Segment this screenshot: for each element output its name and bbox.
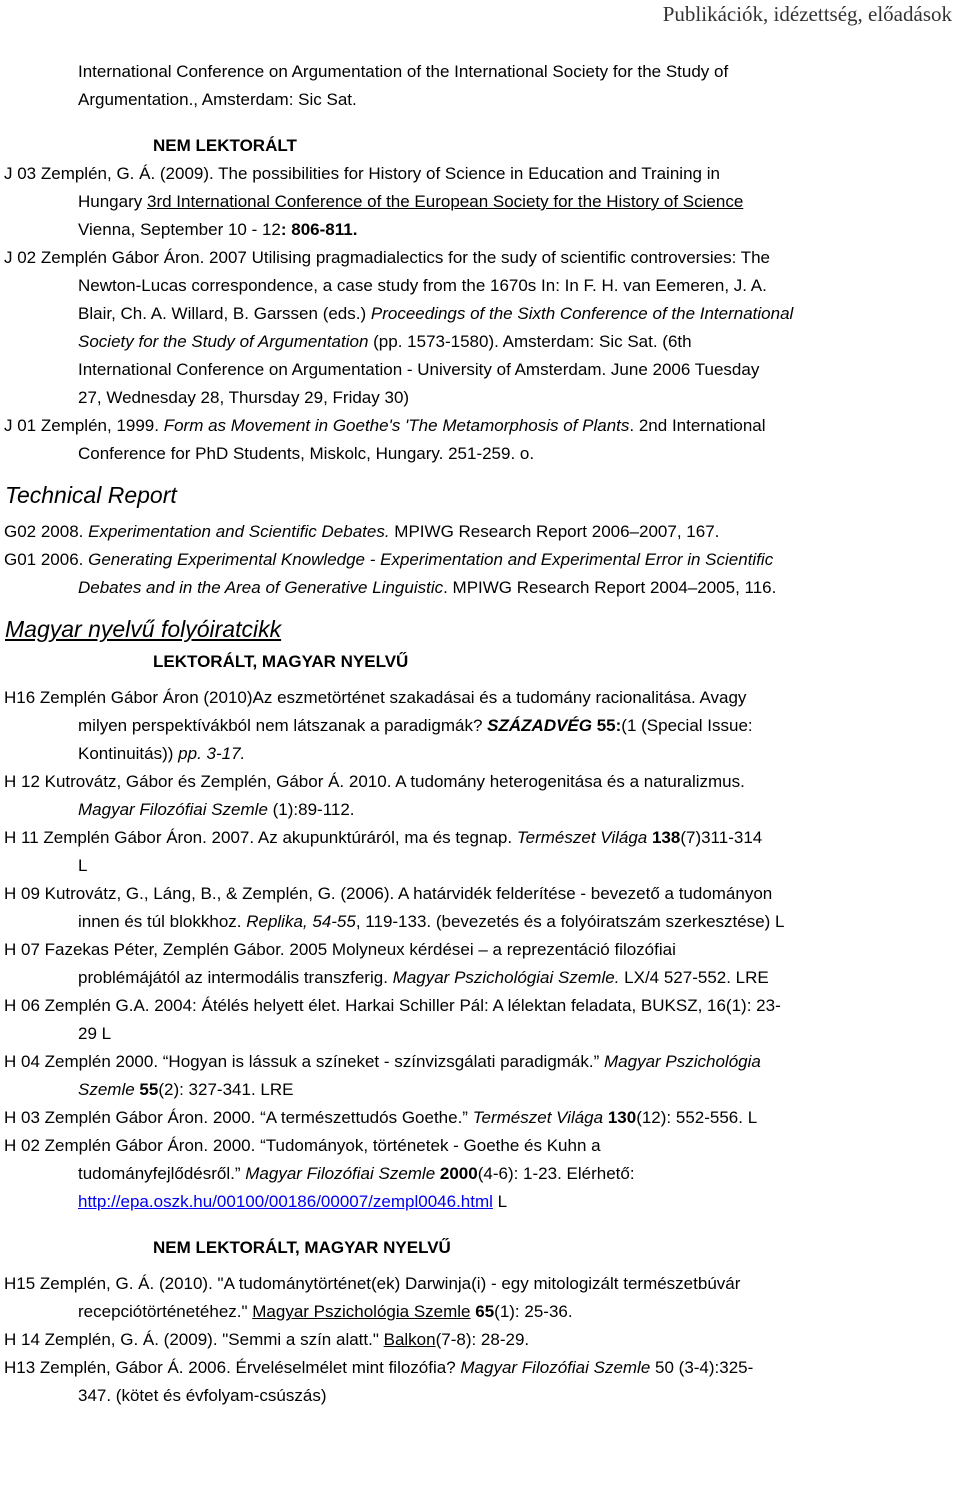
text: H 14 Zemplén, G. Á. (2009). "Semmi a szín alatt." (4, 1330, 384, 1349)
text: J 01 Zemplén, 1999. (4, 416, 164, 435)
entry-h06 (0, 992, 960, 1048)
publication-title: Debates and in the Area of Generative Linguistic (78, 578, 444, 597)
entry-line (0, 740, 960, 768)
entry-line: Newton-Lucas correspondence, a case study from the 1670s In: In F. H. van Eemeren, J. A. (78, 276, 767, 295)
journal-title: Magyar Filozófiai Szemle (460, 1358, 651, 1377)
text: : 806-811. (280, 220, 358, 239)
entry-line (0, 574, 960, 602)
entry-line: J 02 Zemplén Gábor Áron. 2007 Utilising pragmadialectics for the sudy of scientific controversies: The (4, 248, 770, 267)
entry-line: L (78, 856, 88, 875)
entry-line (4, 1048, 954, 1076)
entry-line: H 12 Kutrovátz, Gábor és Zemplén, Gábor Á. 2010. A tudomány heterogenitása és a naturalizmus. (4, 772, 745, 791)
entry-h16 (0, 684, 960, 768)
conference-title: 3rd International Conference of the European Society for the History of Science (146, 192, 744, 211)
entry-line (4, 412, 954, 440)
text: (7-8): 28-29. (435, 1330, 530, 1349)
entry-line (0, 188, 960, 216)
entry-line: H 07 Fazekas Péter, Zemplén Gábor. 2005 Molyneux kérdései – a reprezentáció filozófiai (4, 940, 676, 959)
text: (pp. 1573-1580). Amsterdam: Sic Sat. (6th (368, 332, 692, 351)
journal-title: Magyar Pszichológiai Szemle. (392, 968, 620, 987)
intro-line: Argumentation., Amsterdam: Sic Sat. (78, 90, 357, 109)
entry-line: H16 Zemplén Gábor Áron (2010)Az eszmetörténet szakadásai és a tudomány racionalitása. Avagy (4, 688, 747, 707)
text: milyen perspektívákból nem látszanak a paradigmák? (78, 716, 488, 735)
text: Hungary (78, 192, 147, 211)
text: 55 (134, 1080, 159, 1099)
entry-line: International Conference on Argumentation - University of Amsterdam. June 2006 Tuesday (78, 360, 760, 379)
text: H13 Zemplén, Gábor Á. 2006. Érveléselmélet mint filozófia? (4, 1358, 461, 1377)
text: Kontinuitás)) (78, 744, 179, 763)
journal-title: SZÁZADVÉG (487, 716, 592, 735)
text: G02 2008. (4, 522, 89, 541)
text: H 03 Zemplén Gábor Áron. 2000. “A természettudós Goethe.” (4, 1108, 473, 1127)
text: recepciótörténetéhez." (78, 1302, 253, 1321)
text: Blair, Ch. A. Willard, B. Garssen (eds.) (78, 304, 371, 323)
entry-line: H 06 Zemplén G.A. 2004: Átélés helyett élet. Harkai Schiller Pál: A lélektan feladata, BUKSZ, 16(1): 23- (4, 996, 781, 1015)
journal-title: Magyar Filozófiai Szemle (78, 800, 268, 819)
intro-line: International Conference on Argumentation of the International Society for the Study of (78, 62, 729, 81)
text: H 04 Zemplén 2000. “Hogyan is lássuk a színeket - színvizsgálati paradigmák.” (4, 1052, 604, 1071)
text: problémájától az intermodális transzferig. (78, 968, 393, 987)
text: G01 2006. (4, 550, 89, 569)
section-heading-magyar: Magyar nyelvű folyóiratcikk (5, 616, 282, 642)
entry-line (0, 712, 960, 740)
text: L (492, 1192, 508, 1211)
entry-line (4, 1354, 954, 1382)
entry-line (0, 1076, 960, 1104)
entry-line (4, 824, 954, 852)
text: LX/4 527-552. LRE (619, 968, 769, 987)
entry-h03 (4, 1104, 954, 1132)
journal-title: Magyar Pszichológia (604, 1052, 761, 1071)
entry-line (0, 1298, 960, 1326)
text: (2): 327-341. LRE (158, 1080, 294, 1099)
page-header-title: Publikációk, idézettség, előadások (662, 2, 952, 26)
entry-line (0, 300, 960, 328)
document-body (0, 58, 960, 1410)
entry-line (4, 546, 954, 574)
entry-line: 27, Wednesday 28, Thursday 29, Friday 30) (78, 388, 410, 407)
entry-line (0, 328, 960, 356)
text: (12): 552-556. L (636, 1108, 758, 1127)
epa-link[interactable]: http://epa.oszk.hu/00100/00186/00007/zempl0046.html (78, 1192, 493, 1211)
text: (1):89-112. (267, 800, 355, 819)
publication-title: Proceedings of the Sixth Conference of the International (370, 304, 794, 323)
entry-line (0, 908, 960, 936)
entry-h09 (0, 880, 960, 936)
publication-title: Experimentation and Scientific Debates. (88, 522, 390, 541)
journal-title: Szemle (78, 1080, 135, 1099)
text: 130 (603, 1108, 637, 1127)
entry-h12 (0, 768, 960, 824)
entry-h02 (0, 1132, 960, 1216)
text: , 119-133. (bevezetés és a folyóiratszám szerkesztése) L (355, 912, 785, 931)
entry-line (0, 1188, 960, 1216)
entry-g01 (0, 546, 960, 602)
text: (4-6): 1-23. Elérhető: (477, 1164, 635, 1183)
text: (7)311-314 (680, 828, 763, 847)
entry-line: 347. (kötet és évfolyam-csúszás) (78, 1386, 327, 1405)
entry-h07 (0, 936, 960, 992)
entry-line: J 03 Zemplén, G. Á. (2009). The possibilities for History of Science in Education and Training in (4, 164, 720, 183)
journal-title: Természet Világa (472, 1108, 604, 1127)
entry-line: H 09 Kutrovátz, G., Láng, B., & Zemplén, G. (2006). A határvidék felderítése - bevezető a tudományon (4, 884, 773, 903)
text: . MPIWG Research Report 2004–2005, 116. (443, 578, 777, 597)
text: Vienna, September 10 - 12 (78, 220, 281, 239)
publication-title: Form as Movement in Goethe's 'The Metamorphosis of Plants (163, 416, 630, 435)
publication-title: Generating Experimental Knowledge - Experimentation and Experimental Error in Scientific (88, 550, 774, 569)
entry-h04 (0, 1048, 960, 1104)
journal-title: Magyar Filozófiai Szemle (245, 1164, 436, 1183)
text: MPIWG Research Report 2006–2007, 167. (389, 522, 720, 541)
entry-h13 (0, 1354, 960, 1410)
text: 65 (470, 1302, 495, 1321)
entry-line: H15 Zemplén, G. Á. (2010). "A tudománytörténet(ek) Darwinja(i) - egy mitologizált természetbúvár (4, 1274, 741, 1293)
text: tudományfejlődésről.” (78, 1164, 246, 1183)
entry-line: 29 L (78, 1024, 112, 1043)
section-heading-technical-report: Technical Report (5, 482, 177, 508)
section-heading-nem-lektoralt: NEM LEKTORÁLT (153, 136, 297, 155)
publication-title: Society for the Study of Argumentation (78, 332, 369, 351)
text: pp. 3-17. (178, 744, 246, 763)
text: (1 (Special Issue: (621, 716, 753, 735)
entry-h15 (0, 1270, 960, 1326)
text: innen és túl blokkhoz. (78, 912, 247, 931)
entry-line (0, 964, 960, 992)
entry-j01 (0, 412, 960, 468)
journal-title: Replika, 54-55 (246, 912, 356, 931)
journal-title: Magyar Pszichológia Szemle (252, 1302, 471, 1321)
subheading-lektoralt: LEKTORÁLT, MAGYAR NYELVŰ (153, 652, 409, 671)
text: . 2nd International (629, 416, 766, 435)
entry-j02 (0, 244, 960, 412)
text: 138 (647, 828, 681, 847)
text: H 11 Zemplén Gábor Áron. 2007. Az akupunktúráról, ma és tegnap. (4, 828, 517, 847)
entry-g02 (4, 518, 954, 546)
journal-title: Természet Világa (516, 828, 648, 847)
entry-h11 (0, 824, 960, 880)
text: 50 (3-4):325- (650, 1358, 754, 1377)
text: 55: (592, 716, 622, 735)
text: 2000 (435, 1164, 478, 1183)
entry-h14 (4, 1326, 954, 1354)
text: (1): 25-36. (494, 1302, 573, 1321)
entry-line: H 02 Zemplén Gábor Áron. 2000. “Tudományok, történetek - Goethe és Kuhn a (4, 1136, 601, 1155)
entry-line (0, 1160, 960, 1188)
entry-line: Conference for PhD Students, Miskolc, Hungary. 251-259. o. (78, 444, 535, 463)
subheading-nem-lektoralt: NEM LEKTORÁLT, MAGYAR NYELVŰ (153, 1238, 451, 1257)
entry-line (0, 216, 960, 244)
entry-line (0, 796, 960, 824)
journal-title: Balkon (383, 1330, 436, 1349)
entry-j03 (0, 160, 960, 244)
